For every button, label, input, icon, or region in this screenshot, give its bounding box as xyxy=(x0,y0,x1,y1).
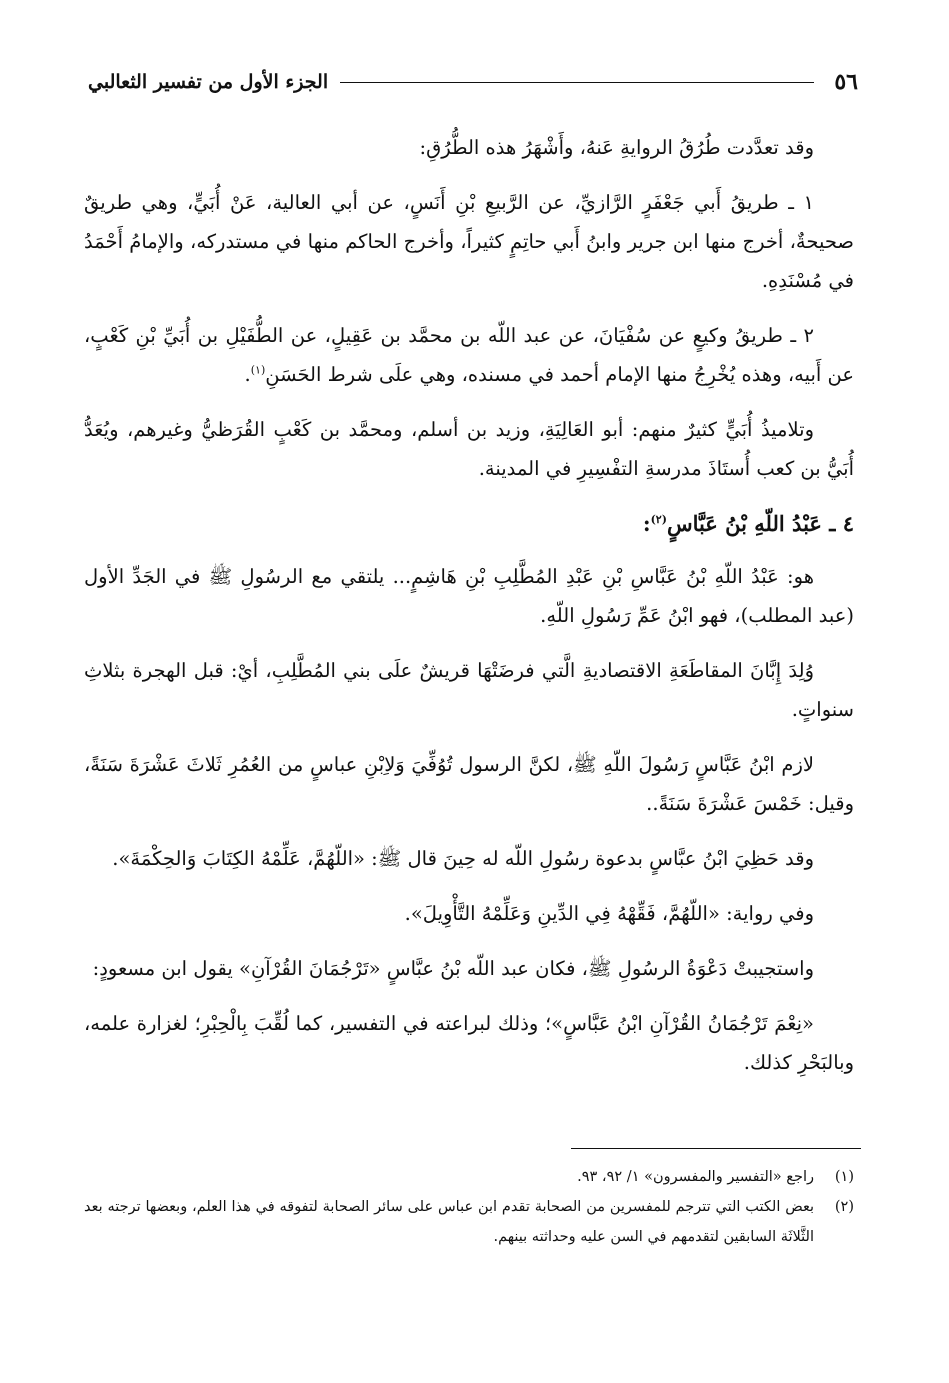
footnote-number: (٢) xyxy=(834,1199,854,1215)
footnote-text: بعض الكتب التي تترجم للمفسرين من الصحابة تقدم ابن عباس على سائر الصحابة لتفوقه في هذا العلم، وبعضها ترجته بعد الثَّلاثَة السابقين لتقدمهم في السن عليه وحداثته بينهم. xyxy=(84,1199,814,1245)
footnote-ref: (١) xyxy=(250,363,266,377)
page-header xyxy=(88,62,858,102)
footnote-rule xyxy=(571,1148,861,1149)
paragraph: واستجيبتْ دَعْوَةُ الرسُولِ ﷺ، فكان عبد اللّه بْنُ عبَّاسٍ «تَرْجُمَانَ القُرْآنِ» يقول ابن مسعودٍ: xyxy=(92,957,814,980)
paragraph: وقد تعدَّدت طُرُقُ الروايةِ عَنهُ، وأَشْهَرُ هذه الطُّرُقِ: xyxy=(419,136,814,159)
footnote xyxy=(84,1162,854,1192)
paragraph: هو: عَبْدُ اللّهِ بْنُ عَبَّاسِ بْنِ عَبْدِ المُطَّلِبِ بْنِ هَاشِمٍ... يلتقي مع الرسُولِ ﷺ في الجَدِّ الأول (عبد المطلب)، فهو ابْنُ عَمِّ رَسُولِ اللّهِ. xyxy=(84,565,854,627)
footnote-number: (١) xyxy=(834,1169,854,1185)
footnote-text: راجع «التفسير والمفسرون» ١/ ٩٢، ٩٣. xyxy=(577,1169,814,1185)
paragraph: وتلاميذُ أُبَيٍّ كثيرٌ منهم: أبو العَالِيَةِ، وزيد بن أسلم، ومحمَّد بن كَعْبٍ القُرَظيُّ وغيرهم، ويُعَدُّ أُبَيُّ بن كعب أُستَاذَ مدرسةِ التفْسِيرِ في المدينة. xyxy=(84,418,854,480)
paragraph: ١ ـ طريقُ أَبي جَعْفَرٍ الرَّازيِّ، عن الرَّبيعِ بْنِ أَنَسٍ، عن أبي العالية، عَنْ أُبَيٍّ، وهي طريقٌ صحيحةٌ، أخرج منها ابن جرير وابنُ أَبي حاتِمٍ كثيراً، وأخرج الحاكم منها في مستدركه، والإمامُ أَحْمَدُ في مُسْنَدِهِ. xyxy=(84,191,854,292)
paragraph: وُلِدَ إِبَّانَ المقاطَعَةِ الاقتصاديةِ الَّتي فرضَتْهَا قريشٌ علَى بني المُطَّلِبِ، أيْ: قبل الهجرة بثلاثِ سنواتٍ. xyxy=(84,659,854,721)
paragraph: وفي رواية: «اللّهُمَّ، فَقِّهْهُ فِي الدِّينِ وَعَلِّمْهُ التَّأْوِيلَ». xyxy=(404,902,814,925)
footnotes xyxy=(84,1162,854,1252)
paragraph xyxy=(84,316,854,394)
heading-tail: : xyxy=(642,511,651,536)
running-title: الجزء الأول من تفسير الثعالبي xyxy=(88,71,329,93)
heading-text: ٤ ـ عَبْدُ اللّهِ بْنُ عَبَّاسٍ xyxy=(666,511,854,536)
footnote-ref: (٢) xyxy=(650,513,667,526)
page-number: ٥٦ xyxy=(834,69,858,95)
paragraph-tail: . xyxy=(244,363,251,386)
paragraph: وقد حَظِيَ ابْنُ عبَّاسٍ بدعوة رسُولِ اللّه له حِينَ قال ﷺ: «اللّهُمَّ، عَلِّمْهُ الكِتَابَ وَالحِكْمَةَ». xyxy=(112,847,814,870)
header-rule xyxy=(340,82,814,83)
body-text xyxy=(84,128,854,1098)
section-heading xyxy=(84,504,854,543)
paragraph: «نِعْمَ تَرْجُمَانُ القُرْآنِ ابْنُ عَبَّاسٍ»؛ وذلك لبراعته في التفسير، كما لُقِّبَ بِالْحِبْرِ؛ لغزارة علمه، وبالبَحْرِ كذلك. xyxy=(84,1012,854,1074)
footnote xyxy=(84,1192,854,1252)
paragraph: لازم ابْنُ عَبَّاسٍ رَسُولَ اللّهِ ﷺ، لكنَّ الرسول تُوُفِّيَ وَلاِبْنِ عباسٍ من العُمُرِ ثَلاثَ عَشْرَةَ سَنَةً، وقيل: خَمْسَ عَشْرَةَ سَنَةً.. xyxy=(84,753,854,815)
paragraph-text: ٢ ـ طريقُ وكيعٍ عن سُفْيَانَ، عن عبد اللّه بن محمَّد بن عَقِيلٍ، عن الطُّفَيْلِ بن أُبَيِّ بْنِ كَعْبٍ، عن أَبيه، وهذه يُخْرِجُ منها الإمام أحمد في مسنده، وهي علَى شرط الحَسَنِ xyxy=(84,324,854,386)
